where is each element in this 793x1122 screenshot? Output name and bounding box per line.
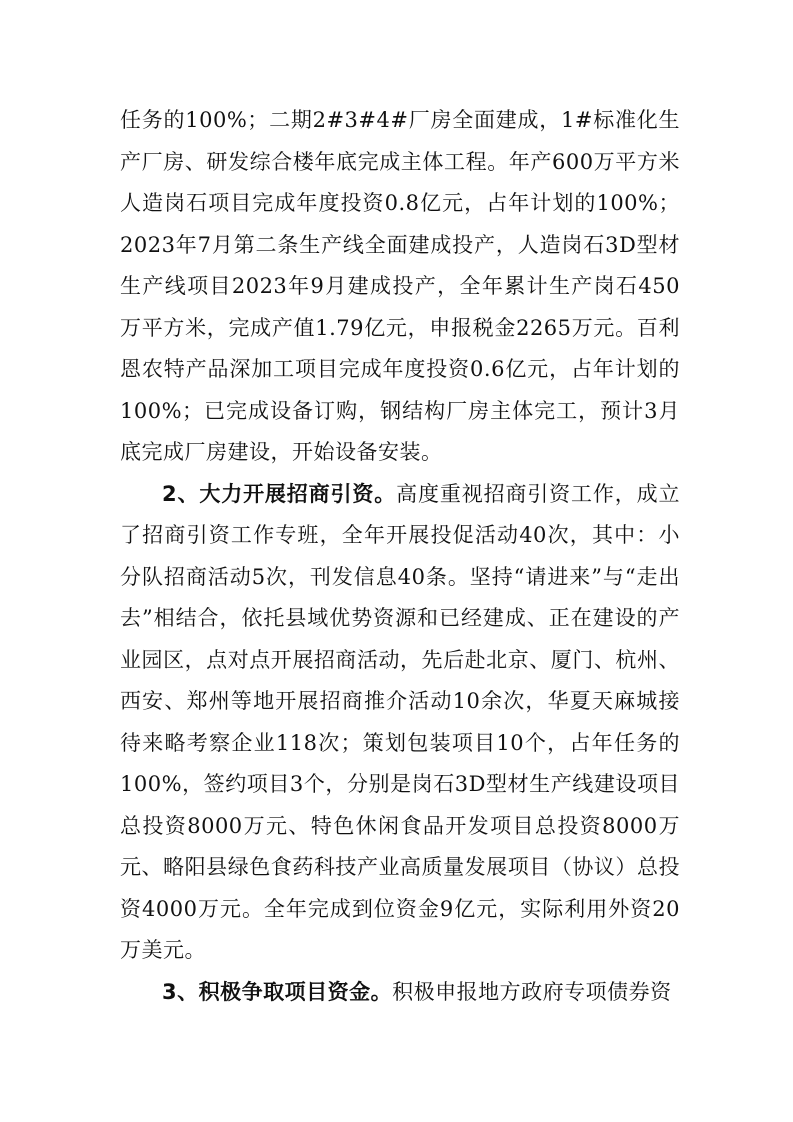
paragraph-continuation: [120, 100, 680, 474]
body-text: [120, 100, 680, 1013]
paragraph-project-funds: [120, 972, 680, 1014]
section-heading: 3、积极争取项目资金。: [162, 979, 393, 1004]
paragraph-text: 任务的100%；二期2#3#4#厂房全面建成，1#标准化生产厂房、研发综合楼年底完成主体工程。年产600万平方米人造岗石项目完成年度投资0.8亿元，占年计划的100%；2023年7月第二条生产线全面建成投产，人造岗石3D型材生产线项目2023年9月建成投产，全年累计生产岗石450万平方米，完成产值1.79亿元，申报税金2265万元。百利恩农特产品深加工项目完成年度投资0.6亿元，占年计划的100%；已完成设备订购，钢结构厂房主体完工，预计3月底完成厂房建设，开始设备安装。: [120, 108, 680, 464]
section-heading: 2、大力开展招商引资。: [162, 481, 397, 506]
paragraph-attract-investment: [120, 474, 680, 972]
paragraph-text: 高度重视招商引资工作，成立了招商引资工作专班，全年开展投促活动40次，其中：小分队招商活动5次，刊发信息40条。坚持“请进来”与“走出去”相结合，依托县域优势资源和已经建成、正在建设的产业园区，点对点开展招商活动，先后赴北京、厦门、杭州、西安、郑州等地开展招商推介活动10余次，华夏天麻城接待来略考察企业118次；策划包装项目10个，占年任务的100%，签约项目3个，分别是岗石3D型材生产线建设项目总投资8000万元、特色休闲食品开发项目总投资8000万元、略阳县绿色食药科技产业高质量发展项目（协议）总投资4000万元。全年完成到位资金9亿元，实际利用外资20万美元。: [120, 481, 680, 962]
paragraph-text: 积极申报地方政府专项债券资: [392, 979, 672, 1004]
